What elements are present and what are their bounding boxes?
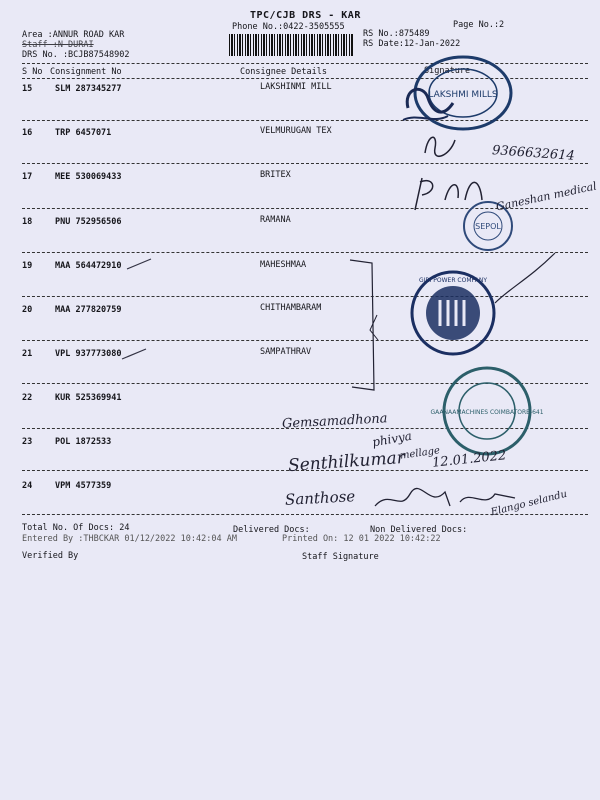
row-consignment: PNU 752956506 bbox=[55, 217, 122, 227]
row-consignee: CHITHAMBARAM bbox=[260, 303, 322, 313]
stamp-1-text: LAKSHMI MILLS bbox=[428, 90, 498, 100]
row-sno: 22 bbox=[22, 393, 33, 403]
bracket-mark bbox=[342, 255, 382, 395]
barcode bbox=[229, 34, 354, 56]
row-consignment: MAA 277820759 bbox=[55, 305, 122, 315]
entered-by: Entered By :THBCKAR 01/12/2022 10:42:04 AM bbox=[22, 534, 237, 544]
row-sno: 24 bbox=[22, 481, 33, 491]
area-label: Area :ANNUR ROAD KAR bbox=[22, 30, 125, 40]
row-sno: 20 bbox=[22, 305, 33, 315]
handwritten-phone: 9366632614 bbox=[491, 143, 576, 164]
total-docs: Total No. Of Docs: 24 bbox=[22, 523, 130, 533]
handwritten-row22-name: Gemsamadhona bbox=[281, 411, 388, 432]
stamp-2-text: SEPOL bbox=[475, 222, 501, 231]
phone-number: Phone No.:0422-3505555 bbox=[232, 22, 345, 32]
signature-row17 bbox=[410, 170, 490, 215]
row-consignee: BRITEX bbox=[260, 170, 291, 180]
verified-by: Verified By bbox=[22, 551, 79, 561]
row-sno: 18 bbox=[22, 217, 33, 227]
stamp-3-text: GIRI POWER COMPANY bbox=[419, 277, 487, 284]
stamp-gaanaamachines bbox=[430, 366, 544, 456]
stamp-4-text: GAANAAMACHINES COIMBATORE-641 bbox=[430, 409, 544, 416]
staff-signature: Staff Signature bbox=[302, 552, 379, 562]
row-consignee: SAMPATHRAV bbox=[260, 347, 312, 357]
row-sno: 17 bbox=[22, 172, 33, 182]
handwritten-row17-note: Ganeshan medical bbox=[494, 179, 598, 214]
non-delivered-docs: Non Delivered Docs: bbox=[370, 525, 468, 535]
handwritten-row23-note2: mellage bbox=[399, 445, 441, 462]
handwritten-row23-name: Senthilkumar bbox=[287, 447, 406, 477]
column-consignee: Consignee Details bbox=[240, 67, 327, 77]
row-divider bbox=[22, 340, 588, 341]
staff-label: Staff :N DURAI bbox=[22, 40, 94, 50]
column-signature: Signature bbox=[424, 66, 471, 76]
signature-row16 bbox=[420, 128, 460, 158]
check-mark-row19 bbox=[125, 255, 155, 275]
row-consignment: VPM 4577359 bbox=[55, 481, 112, 491]
column-consignment: Consignment No bbox=[50, 67, 122, 77]
row-divider bbox=[22, 163, 588, 164]
handwritten-row24-note: Elango selandu bbox=[489, 488, 569, 519]
delivered-docs: Delivered Docs: bbox=[233, 525, 310, 535]
row-consignee: VELMURUGAN TEX bbox=[260, 126, 332, 136]
row-sno: 15 bbox=[22, 84, 33, 94]
drs-number: DRS No. :BCJB87548902 bbox=[22, 50, 130, 60]
document-title: TPC/CJB DRS - KAR bbox=[250, 10, 361, 21]
row-consignee: MAHESHMAA bbox=[260, 260, 307, 270]
signature-row19 bbox=[490, 248, 560, 308]
stamp-giri-power bbox=[410, 270, 496, 356]
signature-row15 bbox=[398, 78, 458, 128]
row-consignment: MEE 530069433 bbox=[55, 172, 122, 182]
row-consignment: TRP 6457071 bbox=[55, 128, 112, 138]
row-sno: 16 bbox=[22, 128, 33, 138]
row-sno: 21 bbox=[22, 349, 33, 359]
row-consignment: KUR 525369941 bbox=[55, 393, 122, 403]
column-sno: S No bbox=[22, 67, 43, 77]
printed-on: Printed On: 12 01 2022 10:42:22 bbox=[282, 534, 441, 544]
row-consignment: POL 1872533 bbox=[55, 437, 112, 447]
row-sno: 19 bbox=[22, 261, 33, 271]
row-consignee: RAMANA bbox=[260, 215, 291, 225]
rs-number: RS No.:875489 bbox=[363, 29, 430, 39]
rs-date: RS Date:12-Jan-2022 bbox=[363, 39, 461, 49]
row-consignment: SLM 287345277 bbox=[55, 84, 122, 94]
handwritten-row23-date: 12.01.2022 bbox=[431, 448, 508, 471]
check-mark-row21 bbox=[120, 345, 150, 365]
row-consignment: MAA 564472910 bbox=[55, 261, 122, 271]
page-number: Page No.:2 bbox=[453, 20, 505, 30]
handwritten-row24-name: Santhose bbox=[284, 487, 356, 509]
row-consignee: LAKSHINMI MILL bbox=[260, 82, 332, 92]
row-consignment: VPL 937773080 bbox=[55, 349, 122, 359]
handwritten-row23-note1: phivya bbox=[371, 428, 413, 450]
row-sno: 23 bbox=[22, 437, 33, 447]
